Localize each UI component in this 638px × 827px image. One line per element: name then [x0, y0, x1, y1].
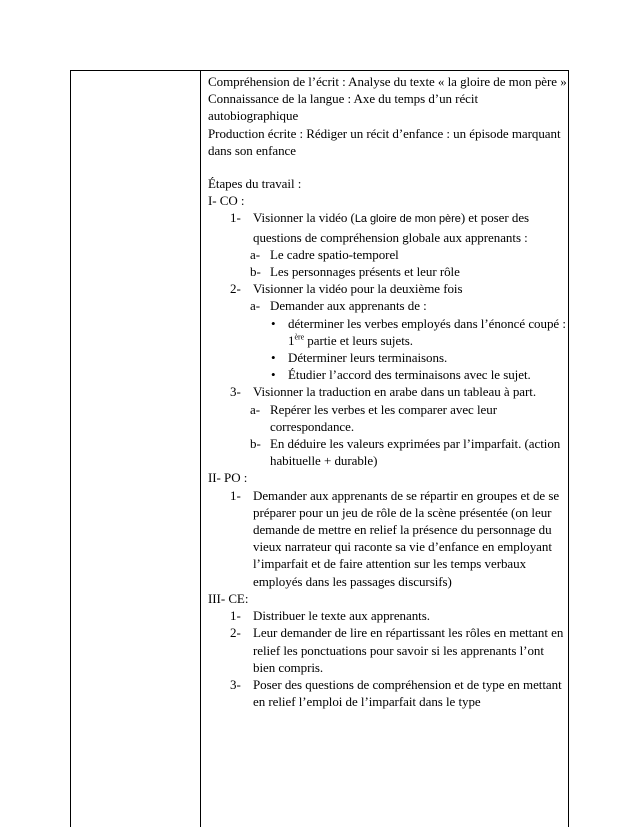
item-text: Visionner la vidéo ( — [253, 210, 355, 226]
bullet-text: Déterminer leurs terminaisons. — [288, 350, 448, 366]
sub-item — [208, 401, 568, 435]
sub-item-text: Repérer les verbes et les comparer avec leur correspondance. — [270, 401, 497, 434]
superscript: ère — [294, 332, 305, 342]
spacer — [208, 159, 568, 175]
lesson-content-cell — [208, 73, 568, 710]
list-item — [208, 487, 568, 590]
list-item — [208, 383, 568, 400]
sub-item-text: En déduire les valeurs exprimées par l’imparfait. (action habituelle + durable) — [270, 436, 561, 469]
sub-item-text: Les personnages présents et leur rôle — [270, 264, 460, 280]
sub-item — [208, 263, 568, 280]
sub-item-letter: a- — [250, 401, 260, 417]
item-text: Visionner la vidéo pour la deuxième fois — [253, 281, 463, 297]
bullet-item — [208, 349, 568, 366]
sub-item-letter: b- — [250, 436, 261, 452]
section-heading-po: II- PO : — [208, 470, 248, 486]
sub-item — [208, 435, 568, 469]
bullet-text: déterminer les verbes employés dans l’énoncé coupé : 1 — [288, 315, 566, 348]
sub-item-letter: a- — [250, 246, 260, 262]
list-item — [208, 607, 568, 624]
list-item — [208, 280, 568, 297]
section-heading-ce: III- CE: — [208, 590, 249, 606]
sub-item — [208, 297, 568, 314]
item-number: 2- — [230, 281, 241, 297]
item-text: Visionner la traduction en arabe dans un tableau à part. — [253, 384, 537, 400]
lesson-table — [70, 70, 569, 827]
bullet-item — [208, 366, 568, 383]
objective-pe: Production écrite : Rédiger un récit d’enfance : un épisode marquant dans son enfance — [208, 125, 561, 158]
left-empty-cell — [71, 71, 201, 827]
section-heading-co: I- CO : — [208, 193, 245, 209]
sub-item-letter: a- — [250, 298, 260, 314]
bullet-icon: • — [271, 315, 276, 331]
item-text: Distribuer le texte aux apprenants. — [253, 608, 430, 624]
objective-ce: Compréhension de l’écrit : Analyse du texte « la gloire de mon père » — [208, 74, 567, 89]
video-title: La gloire de mon père — [354, 213, 461, 226]
item-number: 3- — [230, 384, 241, 400]
bullet-text: partie et leurs sujets. — [304, 332, 413, 348]
bullet-icon: • — [271, 367, 276, 383]
item-text: ) et poser des questions de compréhension globale aux apprenants : — [253, 210, 530, 245]
item-text: Demander aux apprenants de se répartir en groupes et de se préparer pour un jeu de rôle de la scène présentée (on leur demande de mettre en relief la présence du personnage du vieux narrateur qui raconte sa vie d’enfance en employant l’imparfait et de faire attention sur les temps verbaux employés dans les passages discursifs) — [253, 487, 560, 589]
sub-item-text: Le cadre spatio-temporel — [270, 246, 399, 262]
sub-item — [208, 246, 568, 263]
etapes-title: Étapes du travail : — [208, 176, 302, 192]
list-item — [208, 624, 568, 676]
item-text: Poser des questions de compréhension et de type en mettant en relief l’emploi de l’imparfait dans le type — [253, 676, 562, 710]
item-number: 1- — [230, 608, 241, 624]
bullet-icon: • — [271, 350, 276, 366]
sub-item-text: Demander aux apprenants de : — [270, 298, 427, 314]
item-number: 1- — [230, 487, 241, 503]
list-item — [208, 676, 568, 710]
item-number: 3- — [230, 676, 241, 692]
item-text: Leur demander de lire en répartissant les rôles en mettant en relief les ponctuations pour savoir si les apprenants l’ont bien compris. — [253, 625, 564, 675]
sub-item-letter: b- — [250, 264, 261, 280]
list-item — [208, 209, 568, 245]
bullet-item — [208, 315, 568, 349]
bullet-text: Étudier l’accord des terminaisons avec le sujet. — [288, 367, 531, 383]
objective-cl: Connaissance de la langue : Axe du temps d’un récit autobiographique — [208, 91, 479, 124]
item-number: 1- — [230, 210, 241, 226]
item-number: 2- — [230, 625, 241, 641]
